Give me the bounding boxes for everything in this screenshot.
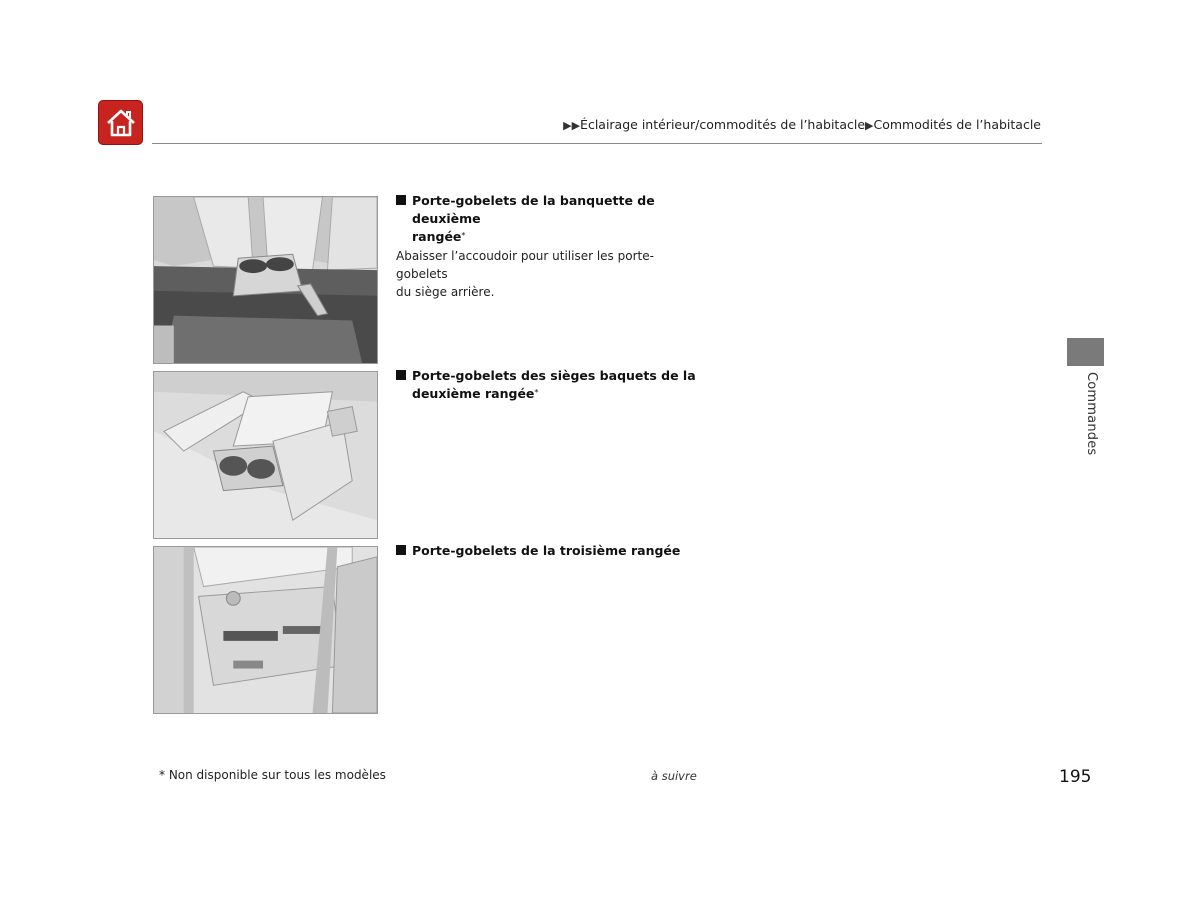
section-heading bbox=[396, 367, 696, 403]
figure-bucket-seat-cupholder bbox=[153, 371, 378, 539]
section-heading-text bbox=[412, 192, 696, 246]
heading-line-1: Porte-gobelets de la banquette de deuxième bbox=[412, 193, 655, 226]
home-icon bbox=[104, 107, 138, 139]
section-heading-text bbox=[412, 367, 696, 403]
footnote: * Non disponible sur tous les modèles bbox=[159, 768, 386, 782]
section-heading bbox=[396, 192, 696, 246]
figure-third-row-cupholder bbox=[153, 546, 378, 714]
header-divider bbox=[152, 143, 1042, 144]
body-line-2: du siège arrière. bbox=[396, 285, 495, 299]
breadcrumb-arrow-icon: ▶▶ bbox=[563, 119, 581, 132]
section-body bbox=[396, 247, 696, 301]
section-heading-text: Porte-gobelets de la troisième rangée bbox=[412, 543, 681, 558]
page-number: 195 bbox=[1059, 767, 1092, 787]
asterisk-mark: * bbox=[534, 388, 539, 397]
breadcrumb-part-2[interactable]: Commodités de l’habitacle bbox=[873, 117, 1041, 132]
breadcrumb-part-1[interactable]: Éclairage intérieur/commodités de l’habitacle bbox=[580, 117, 866, 132]
section-bench-cupholders bbox=[396, 192, 696, 301]
section-bucket-cupholders bbox=[396, 367, 696, 403]
side-tab-label[interactable]: Commandes bbox=[1084, 372, 1099, 456]
bullet-square-icon bbox=[396, 545, 406, 555]
section-heading bbox=[396, 542, 696, 560]
breadcrumb-separator-icon: ▶ bbox=[865, 119, 874, 132]
body-line-1: Abaisser l’accoudoir pour utiliser les porte-gobelets bbox=[396, 249, 654, 281]
heading-line-2: deuxième rangée bbox=[412, 386, 535, 401]
asterisk-mark: * bbox=[461, 231, 466, 240]
section-third-row-cupholders bbox=[396, 542, 696, 560]
heading-line-2: rangée bbox=[412, 229, 462, 244]
side-tab-marker[interactable] bbox=[1067, 338, 1104, 366]
home-button[interactable] bbox=[98, 100, 143, 145]
heading-line-1: Porte-gobelets des sièges baquets de la bbox=[412, 368, 696, 383]
figure-bench-cupholder bbox=[153, 196, 378, 364]
bullet-square-icon bbox=[396, 195, 406, 205]
bullet-square-icon bbox=[396, 370, 406, 380]
continue-label: à suivre bbox=[651, 769, 697, 783]
breadcrumb bbox=[563, 117, 1041, 132]
